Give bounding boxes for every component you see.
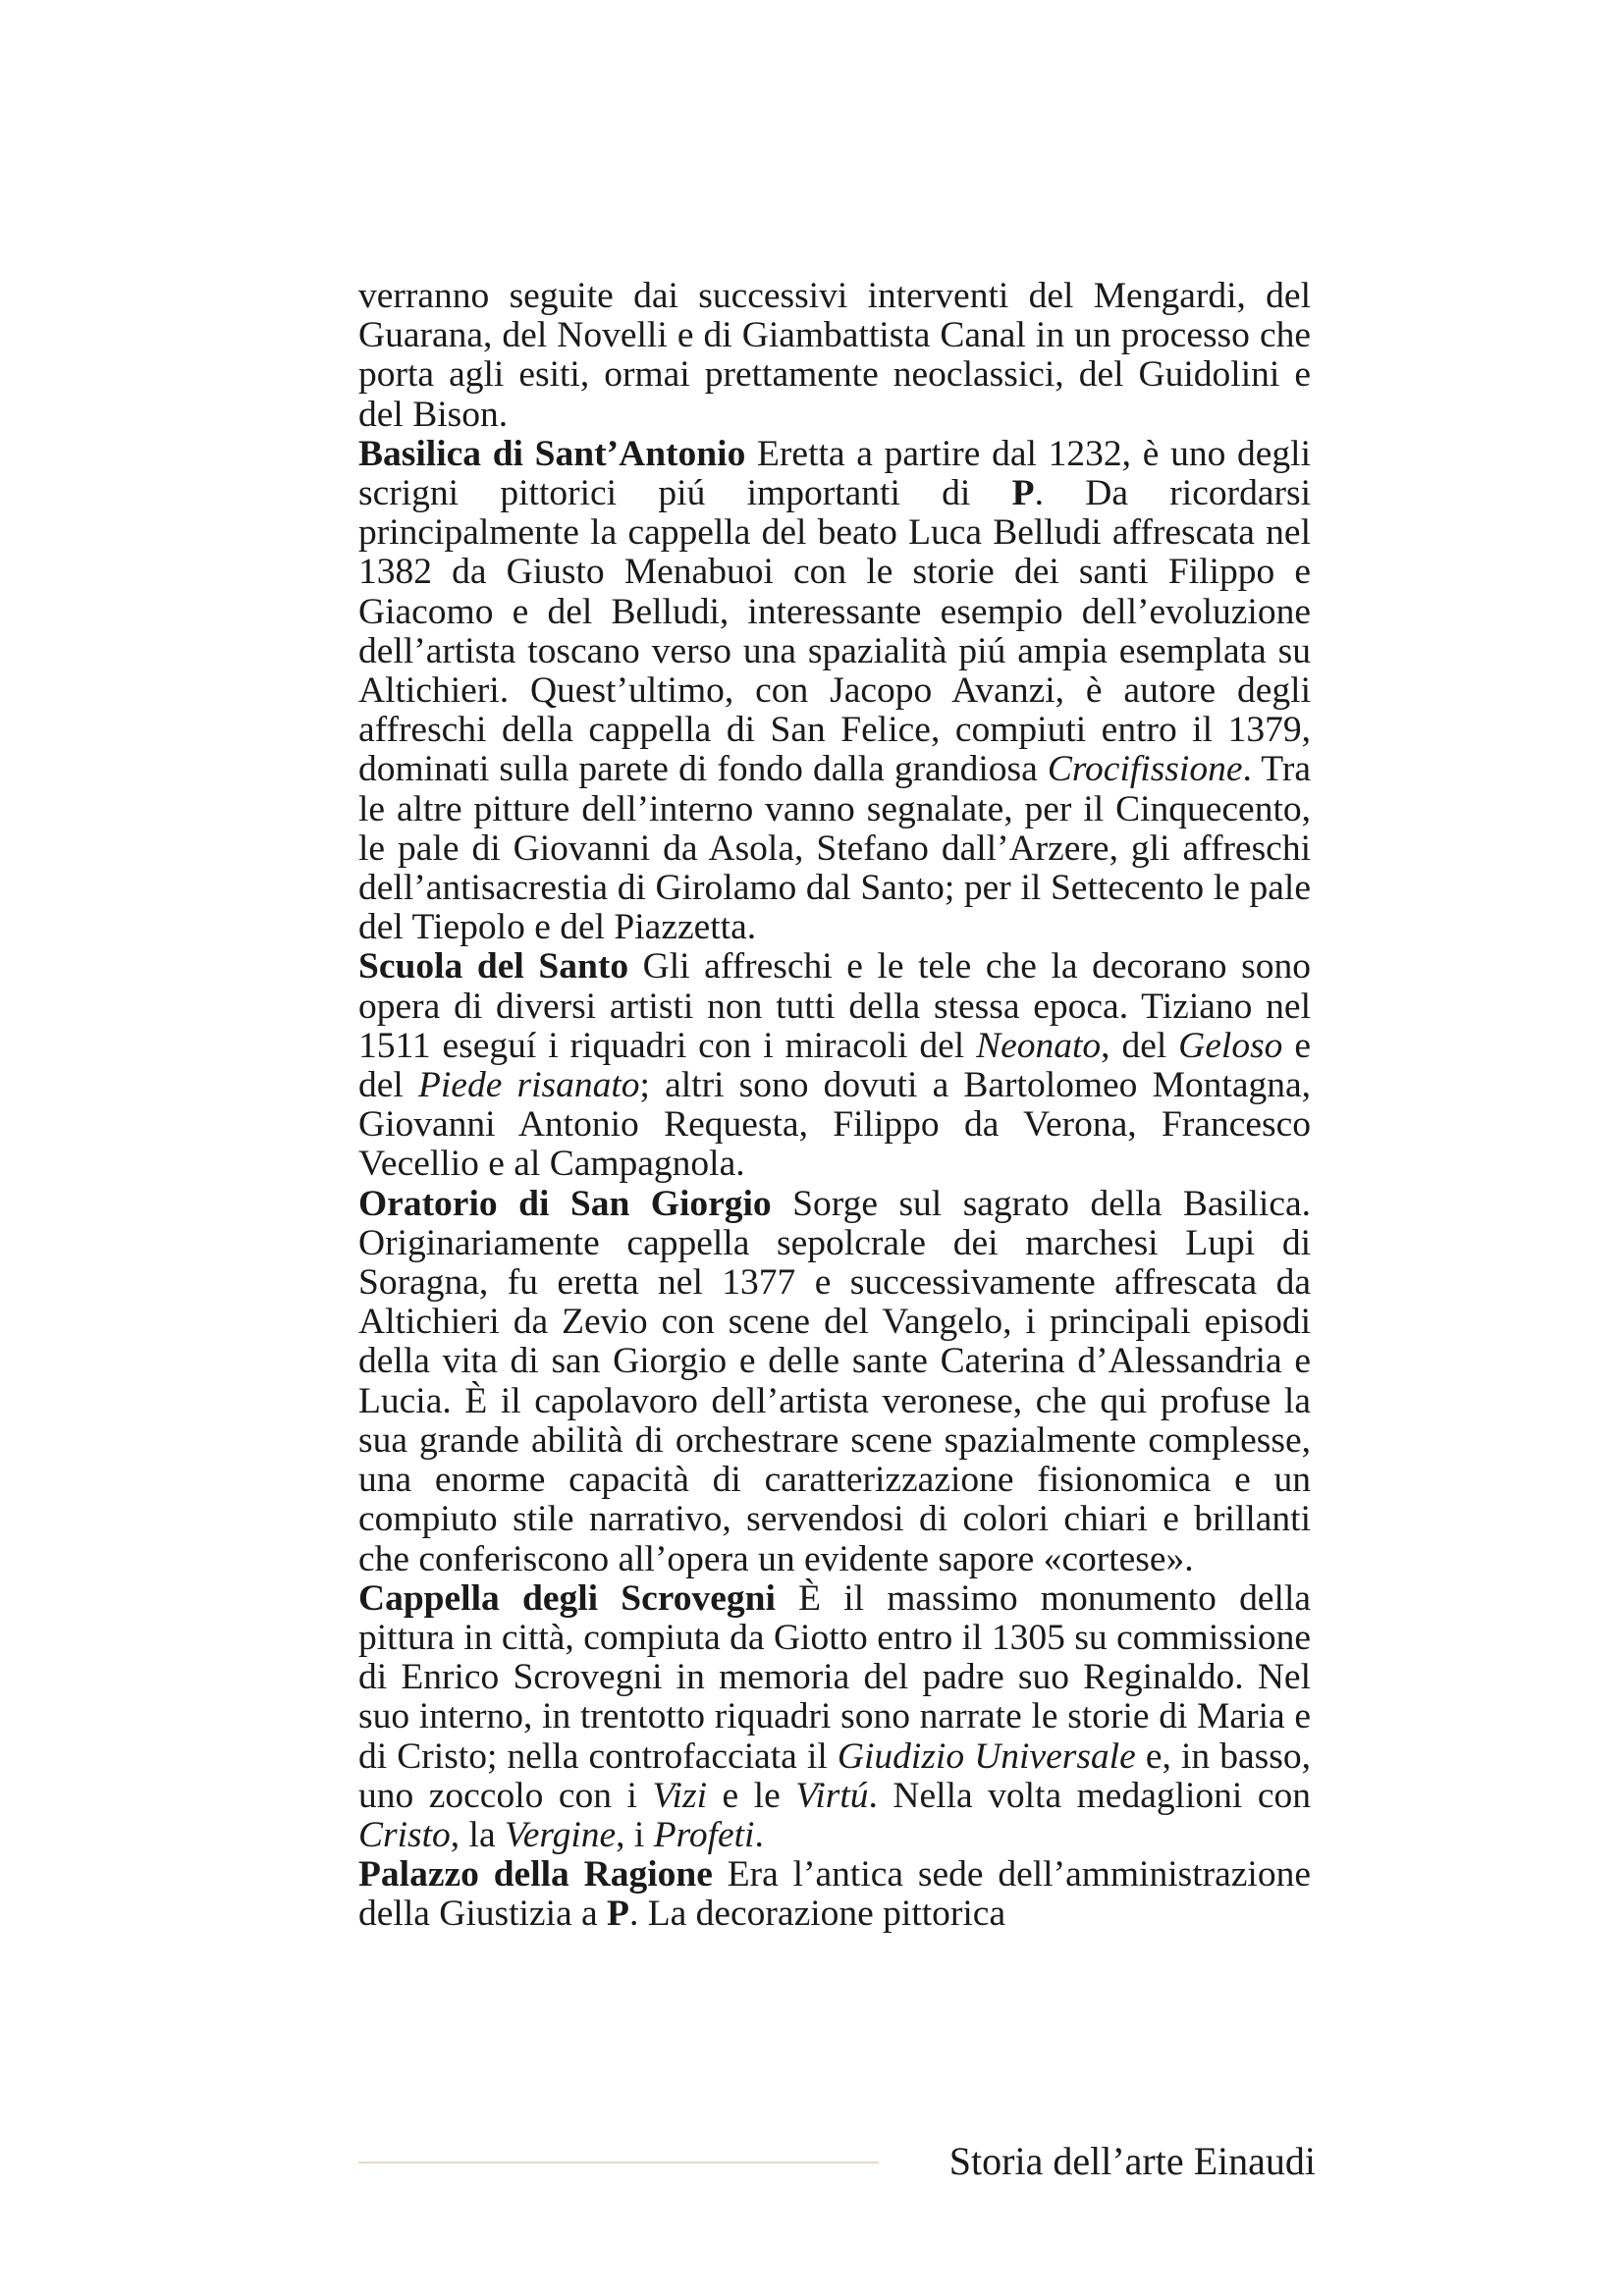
entry-text: ; altri sono dovuti a Bartolomeo Montagna, Giovanni Antonio Requesta, Filippo da Verona, Francesco Vecellio e al Campagnola.: [358, 1065, 1311, 1185]
intro-paragraph: [358, 277, 1311, 435]
artwork-title: Vizi: [652, 1775, 707, 1816]
entry-text: , i: [616, 1814, 654, 1855]
entry-title: Scuola del Santo: [358, 946, 629, 988]
entry-scrovegni: [358, 1579, 1311, 1855]
entry-title: Basilica di Sant’Antonio: [358, 433, 746, 474]
entry-text: Eretta a partire dal 1232, è uno degli scrigni pittorici piú importanti di: [358, 433, 1311, 514]
city-abbreviation: P: [607, 1894, 629, 1935]
page-body: [358, 277, 1311, 1935]
artwork-title: Piede risanato: [417, 1065, 640, 1106]
entry-title: Cappella degli Scrovegni: [358, 1577, 776, 1619]
entry-text: , del: [1101, 1025, 1179, 1066]
entry-text: . Da ricordarsi principalmente la cappella del beato Luca Belludi affrescata nel 1382 da Giusto Menabuoi con le storie dei santi Filippo e Giacomo e del Belludi, interessante esempio dell’evoluzione dell’artista toscano verso una spazialità piú ampia esemplata su Altichieri. Quest’ultimo, con Jacopo Avanzi, è autore degli affreschi della cappella di San Felice, compiuti entro il 1379, dominati sulla parete di fondo dalla grandiosa: [358, 473, 1311, 790]
entry-text: . La decorazione pittorica: [628, 1894, 1006, 1935]
entry-text: e le: [707, 1775, 796, 1816]
intro-text: verranno seguite dai successivi interventi del Mengardi, del Guarana, del Novelli e di Giambattista Canal in un processo che porta agli esiti, ormai prettamente neoclassici, del Guidolini e del Bison.: [358, 276, 1311, 435]
artwork-title: Profeti: [653, 1814, 755, 1855]
entry-text: , la: [450, 1814, 505, 1855]
entry-text: . Tra le altre pitture dell’interno vanno segnalate, per il Cinquecento, le pale di Giovanni da Asola, Stefano dall’Arzere, gli affreschi dell’antisacrestia di Girolamo dal Santo; per il Settecento le pale del Tiepolo e del Piazzetta.: [358, 749, 1311, 948]
entry-text: Gli affreschi e le tele che la decorano sono opera di diversi artisti non tutti della stessa epoca. Tiziano nel 1511 eseguí i riquadri con i miracoli del: [358, 946, 1311, 1066]
footer-divider: [358, 2162, 879, 2163]
entry-text: e del: [358, 1025, 1311, 1106]
artwork-title: Crocifissione: [1047, 749, 1243, 790]
entry-oratorio: [358, 1185, 1311, 1579]
artwork-title: Neonato: [976, 1025, 1102, 1066]
artwork-title: Vergine: [505, 1814, 617, 1855]
entry-scuola: [358, 947, 1311, 1184]
city-abbreviation: P: [1011, 473, 1035, 514]
entry-text: .: [754, 1814, 764, 1855]
entry-title: Palazzo della Ragione: [358, 1854, 713, 1896]
artwork-title: Virtú: [795, 1775, 869, 1816]
entry-palazzo: [358, 1855, 1311, 1934]
entry-text: . Nella volta medaglioni con: [868, 1775, 1311, 1816]
entry-text: e, in basso, uno zoccolo con i: [358, 1735, 1311, 1816]
footer-publisher: Storia dell’arte Einaudi: [948, 2139, 1316, 2183]
artwork-title: Geloso: [1178, 1025, 1283, 1066]
entry-text: Sorge sul sagrato della Basilica. Originariamente cappella sepolcrale dei marchesi Lupi di Soragna, fu eretta nel 1377 e successivamente affrescata da Altichieri da Zevio con scene del Vangelo, i principali episodi della vita di san Giorgio e delle sante Caterina d’Alessandria e Lucia. È il capolavoro dell’artista veronese, che qui profuse la sua grande abilità di orchestrare scene spazialmente complesse, una enorme capacità di caratterizzazione fisionomica e un compiuto stile narrativo, servendosi di colori chiari e brillanti che conferiscono all’opera un evidente sapore «cortese».: [358, 1183, 1311, 1579]
entry-text: Era l’antica sede dell’amministrazione della Giustizia a: [358, 1854, 1311, 1935]
entry-basilica: [358, 435, 1311, 948]
entry-title: Oratorio di San Giorgio: [358, 1183, 772, 1224]
entry-text: È il massimo monumento della pittura in città, compiuta da Giotto entro il 1305 su commissione di Enrico Scrovegni in memoria del padre suo Reginaldo. Nel suo interno, in trentotto riquadri sono narrate le storie di Maria e di Cristo; nella controfacciata il: [358, 1577, 1312, 1777]
artwork-title: Cristo: [358, 1814, 451, 1855]
artwork-title: Giudizio Universale: [837, 1735, 1136, 1777]
